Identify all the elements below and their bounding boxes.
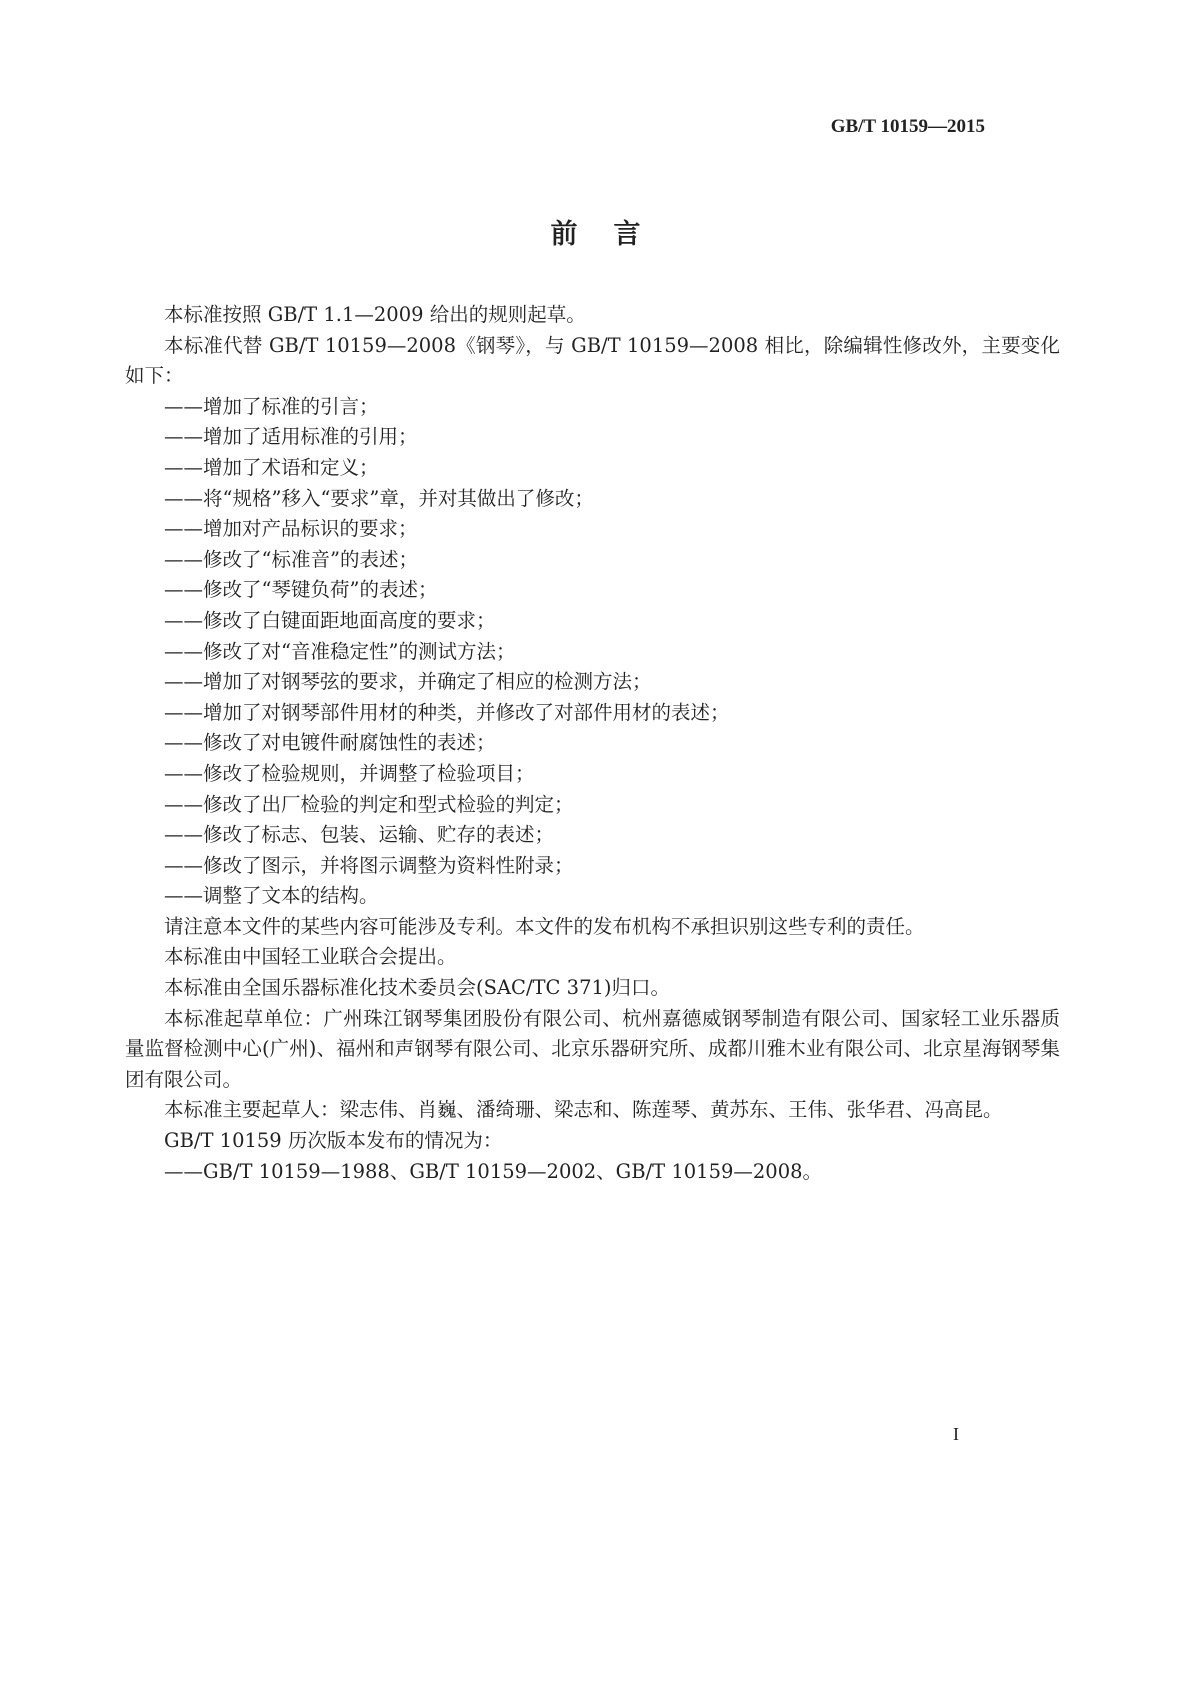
list-item: ——修改了对“音准稳定性”的测试方法； <box>164 639 516 663</box>
paragraph: 请注意本文件的某些内容可能涉及专利。本文件的发布机构不承担识别这些专利的责任。 <box>164 914 925 938</box>
list-item: ——修改了“琴键负荷”的表述； <box>164 578 438 602</box>
standard-code: GB/T 10159—2015 <box>830 116 985 137</box>
page-title: 前言 <box>550 219 677 250</box>
list-item: ——修改了图示，并将图示调整为资料性附录； <box>164 853 574 877</box>
list-item: ——增加了适用标准的引用； <box>164 425 418 449</box>
list-item: ——将“规格”移入“要求”章，并对其做出了修改； <box>164 486 594 510</box>
paragraph: 本标准由全国乐器标准化技术委员会(SAC/TC 371)归口。 <box>164 976 670 1000</box>
paragraph: 本标准起草单位：广州珠江钢琴集团股份有限公司、杭州嘉德威钢琴制造有限公司、国家轻工业乐器质量监督检测中心(广州)、福州和声钢琴有限公司、北京乐器研究所、成都川雅木业有限公司、北京星海钢琴集团有限公司。 <box>125 1006 1060 1091</box>
list-item: ——调整了文本的结构。 <box>164 884 379 908</box>
list-item: ——修改了“标准音”的表述； <box>164 547 418 571</box>
list-item: ——增加了对钢琴部件用材的种类，并修改了对部件用材的表述； <box>164 700 730 724</box>
list-item: ——增加了对钢琴弦的要求，并确定了相应的检测方法； <box>164 670 652 694</box>
page-number: I <box>953 1424 959 1444</box>
list-item: ——修改了白键面距地面高度的要求； <box>164 608 496 632</box>
changes-list <box>125 392 1060 912</box>
list-item: ——修改了出厂检验的判定和型式检验的判定； <box>164 792 574 816</box>
list-item: ——增加了标准的引言； <box>164 394 379 418</box>
list-item: ——修改了标志、包装、运输、贮存的表述； <box>164 823 555 847</box>
paragraph: 本标准代替 GB/T 10159—2008《钢琴》，与 GB/T 10159—2008 相比，除编辑性修改外，主要变化如下： <box>125 333 1060 388</box>
paragraph: 本标准按照 GB/T 1.1—2009 给出的规则起草。 <box>164 303 586 326</box>
document-body <box>125 300 1060 1187</box>
paragraph: GB/T 10159 历次版本发布的情况为： <box>164 1129 503 1153</box>
history-item: ——GB/T 10159—1988、GB/T 10159—2002、GB/T 10159—2008。 <box>164 1159 823 1183</box>
paragraph: 本标准由中国轻工业联合会提出。 <box>164 945 457 969</box>
list-item: ——增加了术语和定义； <box>164 455 379 479</box>
list-item: ——修改了对电镀件耐腐蚀性的表述； <box>164 731 496 755</box>
paragraph: 本标准主要起草人：梁志伟、肖巍、潘绮珊、梁志和、陈莲琴、黄苏东、王伟、张华君、冯高昆。 <box>164 1098 1003 1122</box>
list-item: ——增加对产品标识的要求； <box>164 517 418 541</box>
list-item: ——修改了检验规则，并调整了检验项目； <box>164 761 535 785</box>
